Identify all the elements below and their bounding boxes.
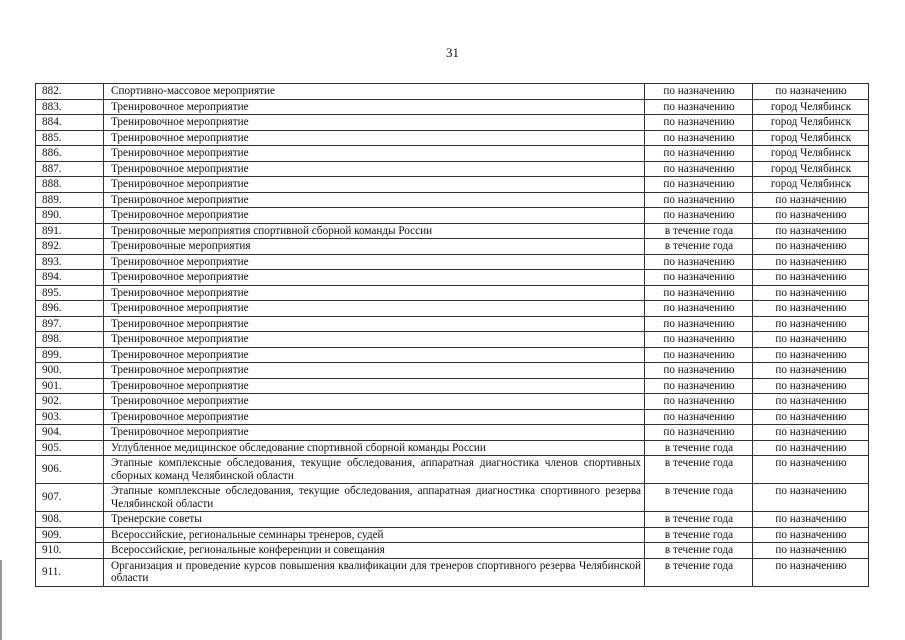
event-name-cell: Тренировочные мероприятия [104, 239, 645, 255]
event-place-cell: по назначению [753, 484, 869, 512]
table-row [36, 208, 869, 224]
table-row [36, 543, 869, 559]
table-row [36, 332, 869, 348]
event-place-cell: по назначению [753, 332, 869, 348]
event-name-cell: Тренировочное мероприятие [104, 254, 645, 270]
row-number-cell: 907. [36, 484, 104, 512]
table-row [36, 115, 869, 131]
page-number: 31 [446, 45, 459, 60]
event-term-cell: по назначению [645, 394, 753, 410]
event-name-cell: Тренировочное мероприятие [104, 347, 645, 363]
event-name-cell: Тренировочное мероприятие [104, 192, 645, 208]
table-row [36, 301, 869, 317]
table-row [36, 161, 869, 177]
event-term-cell: в течение года [645, 456, 753, 484]
event-term-cell: по назначению [645, 99, 753, 115]
event-name-cell: Тренировочное мероприятие [104, 270, 645, 286]
event-place-cell: по назначению [753, 208, 869, 224]
table-row [36, 130, 869, 146]
row-number-cell: 910. [36, 543, 104, 559]
event-name-cell: Тренировочное мероприятие [104, 285, 645, 301]
event-term-cell: по назначению [645, 332, 753, 348]
event-name-cell: Тренировочное мероприятие [104, 378, 645, 394]
row-number-cell: 892. [36, 239, 104, 255]
row-number-cell: 906. [36, 456, 104, 484]
event-term-cell: по назначению [645, 425, 753, 441]
table-row [36, 270, 869, 286]
row-number-cell: 890. [36, 208, 104, 224]
row-number-cell: 896. [36, 301, 104, 317]
event-name-cell: Этапные комплексные обследования, текущие обследования, аппаратная диагностика спортивного резерва Челябинской области [104, 484, 645, 512]
event-name-cell: Тренировочное мероприятие [104, 177, 645, 193]
event-name-cell: Тренировочное мероприятие [104, 316, 645, 332]
event-term-cell: в течение года [645, 440, 753, 456]
events-table-body [36, 84, 869, 587]
event-place-cell: город Челябинск [753, 146, 869, 162]
event-place-cell: по назначению [753, 84, 869, 100]
table-row [36, 84, 869, 100]
event-term-cell: по назначению [645, 316, 753, 332]
event-place-cell: по назначению [753, 558, 869, 586]
table-row [36, 99, 869, 115]
event-place-cell: по назначению [753, 394, 869, 410]
table-row [36, 285, 869, 301]
row-number-cell: 886. [36, 146, 104, 162]
row-number-cell: 884. [36, 115, 104, 131]
event-place-cell: по назначению [753, 316, 869, 332]
row-number-cell: 883. [36, 99, 104, 115]
event-name-cell: Тренировочное мероприятие [104, 130, 645, 146]
table-row [36, 484, 869, 512]
event-term-cell: в течение года [645, 558, 753, 586]
row-number-cell: 902. [36, 394, 104, 410]
event-place-cell: по назначению [753, 378, 869, 394]
event-name-cell: Всероссийские, региональные семинары тренеров, судей [104, 527, 645, 543]
event-name-cell: Тренировочное мероприятие [104, 99, 645, 115]
event-place-cell: по назначению [753, 409, 869, 425]
event-place-cell: по назначению [753, 239, 869, 255]
table-row [36, 409, 869, 425]
event-name-cell: Тренировочное мероприятие [104, 115, 645, 131]
event-term-cell: по назначению [645, 208, 753, 224]
event-term-cell: в течение года [645, 484, 753, 512]
event-term-cell: по назначению [645, 409, 753, 425]
table-row [36, 440, 869, 456]
event-name-cell: Тренировочное мероприятие [104, 425, 645, 441]
row-number-cell: 895. [36, 285, 104, 301]
row-number-cell: 909. [36, 527, 104, 543]
event-name-cell: Организация и проведение курсов повышения квалификации для тренеров спортивного резерва Челябинской области [104, 558, 645, 586]
event-name-cell: Спортивно-массовое мероприятие [104, 84, 645, 100]
event-term-cell: по назначению [645, 347, 753, 363]
event-term-cell: по назначению [645, 363, 753, 379]
event-place-cell: по назначению [753, 301, 869, 317]
scan-edge [0, 560, 2, 640]
event-place-cell: по назначению [753, 543, 869, 559]
table-row [36, 239, 869, 255]
row-number-cell: 893. [36, 254, 104, 270]
table-row [36, 394, 869, 410]
event-place-cell: по назначению [753, 363, 869, 379]
row-number-cell: 900. [36, 363, 104, 379]
table-row [36, 347, 869, 363]
table-row [36, 512, 869, 528]
event-term-cell: в течение года [645, 527, 753, 543]
event-term-cell: по назначению [645, 146, 753, 162]
event-place-cell: по назначению [753, 270, 869, 286]
event-name-cell: Тренировочное мероприятие [104, 208, 645, 224]
table-row [36, 316, 869, 332]
event-name-cell: Тренировочные мероприятия спортивной сборной команды России [104, 223, 645, 239]
event-name-cell: Тренировочное мероприятие [104, 146, 645, 162]
event-name-cell: Тренировочное мероприятие [104, 332, 645, 348]
event-place-cell: по назначению [753, 254, 869, 270]
event-place-cell: город Челябинск [753, 177, 869, 193]
event-place-cell: город Челябинск [753, 161, 869, 177]
table-row [36, 192, 869, 208]
table-row [36, 558, 869, 586]
row-number-cell: 911. [36, 558, 104, 586]
event-name-cell: Тренировочное мероприятие [104, 161, 645, 177]
event-term-cell: по назначению [645, 270, 753, 286]
row-number-cell: 898. [36, 332, 104, 348]
table-row [36, 146, 869, 162]
row-number-cell: 897. [36, 316, 104, 332]
row-number-cell: 889. [36, 192, 104, 208]
event-term-cell: по назначению [645, 177, 753, 193]
event-place-cell: по назначению [753, 440, 869, 456]
event-term-cell: по назначению [645, 285, 753, 301]
event-place-cell: город Челябинск [753, 130, 869, 146]
event-place-cell: по назначению [753, 512, 869, 528]
table-row [36, 527, 869, 543]
event-term-cell: в течение года [645, 512, 753, 528]
event-place-cell: по назначению [753, 527, 869, 543]
event-term-cell: по назначению [645, 130, 753, 146]
row-number-cell: 901. [36, 378, 104, 394]
row-number-cell: 908. [36, 512, 104, 528]
events-table [35, 83, 869, 587]
row-number-cell: 888. [36, 177, 104, 193]
table-row [36, 456, 869, 484]
event-term-cell: по назначению [645, 254, 753, 270]
event-term-cell: по назначению [645, 301, 753, 317]
event-term-cell: по назначению [645, 84, 753, 100]
row-number-cell: 905. [36, 440, 104, 456]
row-number-cell: 887. [36, 161, 104, 177]
event-place-cell: по назначению [753, 192, 869, 208]
event-name-cell: Тренерские советы [104, 512, 645, 528]
event-name-cell: Всероссийские, региональные конференции и совещания [104, 543, 645, 559]
table-row [36, 363, 869, 379]
event-place-cell: город Челябинск [753, 99, 869, 115]
event-term-cell: по назначению [645, 378, 753, 394]
event-term-cell: в течение года [645, 543, 753, 559]
event-place-cell: по назначению [753, 223, 869, 239]
row-number-cell: 882. [36, 84, 104, 100]
event-place-cell: по назначению [753, 285, 869, 301]
table-row [36, 378, 869, 394]
event-name-cell: Тренировочное мероприятие [104, 363, 645, 379]
event-place-cell: по назначению [753, 456, 869, 484]
event-term-cell: по назначению [645, 192, 753, 208]
table-row [36, 425, 869, 441]
row-number-cell: 899. [36, 347, 104, 363]
event-term-cell: по назначению [645, 161, 753, 177]
event-place-cell: по назначению [753, 347, 869, 363]
event-place-cell: по назначению [753, 425, 869, 441]
row-number-cell: 891. [36, 223, 104, 239]
event-term-cell: по назначению [645, 115, 753, 131]
row-number-cell: 894. [36, 270, 104, 286]
row-number-cell: 903. [36, 409, 104, 425]
event-term-cell: в течение года [645, 223, 753, 239]
event-name-cell: Тренировочное мероприятие [104, 394, 645, 410]
table-row [36, 223, 869, 239]
event-name-cell: Этапные комплексные обследования, текущие обследования, аппаратная диагностика членов спортивных сборных команд Челябинской области [104, 456, 645, 484]
event-name-cell: Тренировочное мероприятие [104, 409, 645, 425]
row-number-cell: 904. [36, 425, 104, 441]
event-name-cell: Углубленное медицинское обследование спортивной сборной команды России [104, 440, 645, 456]
event-term-cell: в течение года [645, 239, 753, 255]
table-row [36, 177, 869, 193]
event-name-cell: Тренировочное мероприятие [104, 301, 645, 317]
event-place-cell: город Челябинск [753, 115, 869, 131]
row-number-cell: 885. [36, 130, 104, 146]
table-row [36, 254, 869, 270]
